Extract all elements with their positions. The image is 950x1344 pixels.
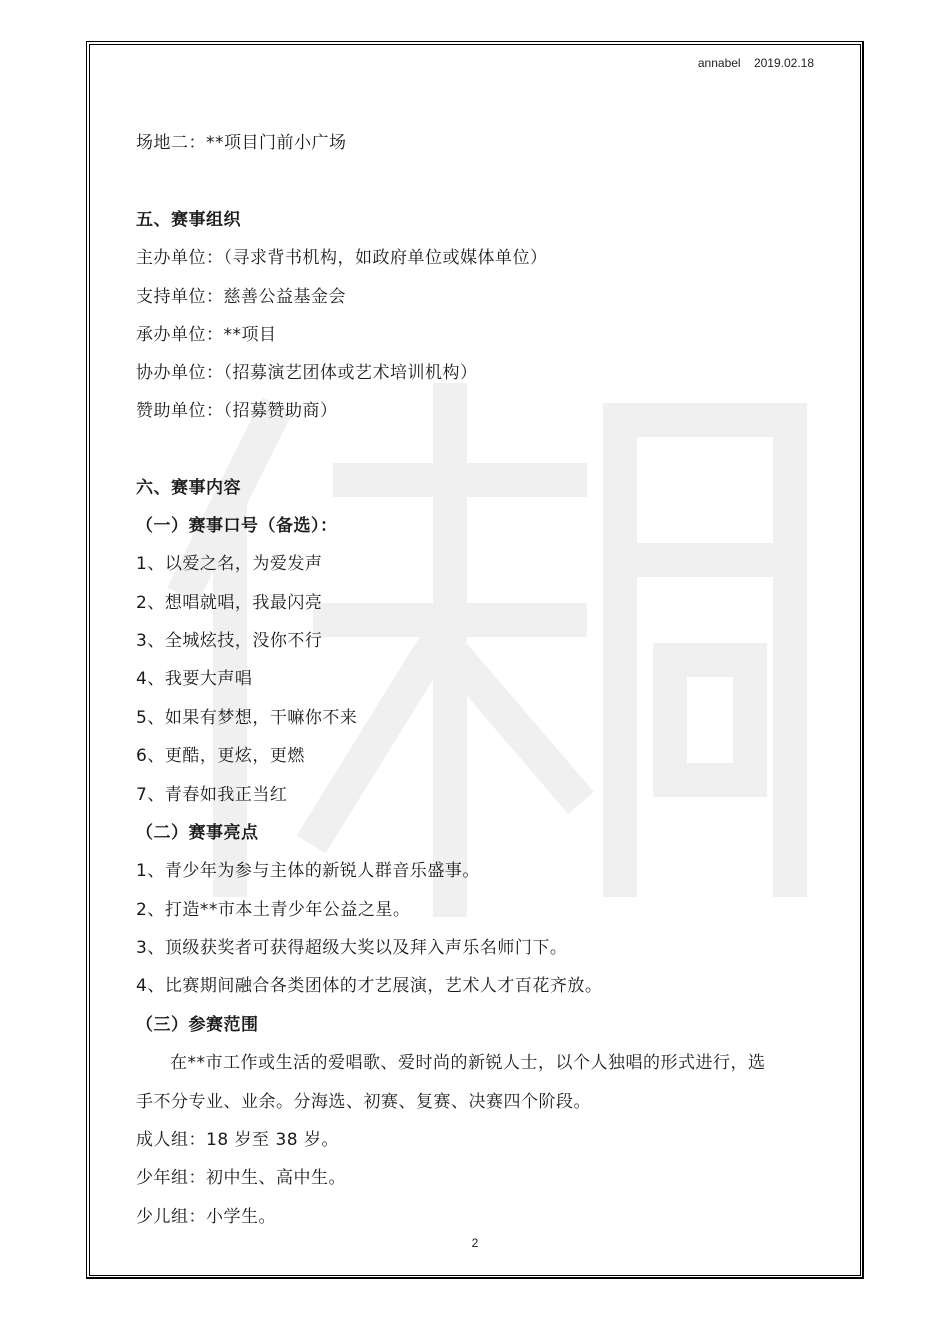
group-item: 少儿组：小学生。: [136, 1207, 276, 1227]
page-header: [698, 56, 814, 70]
section-5-heading: 五、赛事组织: [136, 210, 241, 230]
slogan-item: 3、全城炫技，没你不行: [136, 631, 323, 651]
undertaker-line: 承办单位：**项目: [136, 325, 277, 345]
highlight-item: 3、顶级获奖者可获得超级大奖以及拜入声乐名师门下。: [136, 938, 568, 958]
slogan-item: 5、如果有梦想，干嘛你不来: [136, 708, 358, 728]
header-author: annabel: [697, 56, 741, 70]
scope-paragraph-line2: 手不分专业、业余。分海选、初赛、复赛、决赛四个阶段。: [136, 1092, 591, 1112]
group-item: 少年组：初中生、高中生。: [136, 1168, 346, 1188]
venue-two: 场地二：**项目门前小广场: [136, 133, 347, 153]
slogan-item: 7、青春如我正当红: [136, 785, 288, 805]
section-6-heading: 六、赛事内容: [136, 478, 241, 498]
supporter-line: 支持单位：慈善公益基金会: [136, 287, 346, 307]
co-organizer-line: 协办单位：（招募演艺团体或艺术培训机构）: [136, 363, 478, 383]
subsection-scope-heading: （三）参赛范围: [136, 1015, 259, 1035]
page-number: 2: [471, 1236, 479, 1250]
header-date: 2019.02.18: [753, 56, 814, 70]
slogan-item: 1、以爱之名，为爱发声: [136, 554, 323, 574]
highlight-item: 4、比赛期间融合各类团体的才艺展演，艺术人才百花齐放。: [136, 976, 603, 996]
sponsor-line: 赞助单位：（招募赞助商）: [136, 401, 338, 421]
highlight-item: 1、青少年为参与主体的新锐人群音乐盛事。: [136, 861, 480, 881]
highlight-item: 2、打造**市本土青少年公益之星。: [136, 900, 411, 920]
subsection-highlights-heading: （二）赛事亮点: [136, 823, 259, 843]
slogan-item: 6、更酷，更炫，更燃: [136, 746, 305, 766]
subsection-slogans-heading: （一）赛事口号（备选）：: [136, 516, 338, 536]
slogan-item: 2、想唱就唱，我最闪亮: [136, 593, 323, 613]
organizer-line: 主办单位：（寻求背书机构，如政府单位或媒体单位）: [136, 248, 548, 268]
scope-paragraph-line1: 在**市工作或生活的爱唱歌、爱时尚的新锐人士，以个人独唱的形式进行，选: [170, 1053, 766, 1073]
slogan-item: 4、我要大声唱: [136, 669, 253, 689]
group-item: 成人组：18 岁至 38 岁。: [136, 1130, 339, 1150]
